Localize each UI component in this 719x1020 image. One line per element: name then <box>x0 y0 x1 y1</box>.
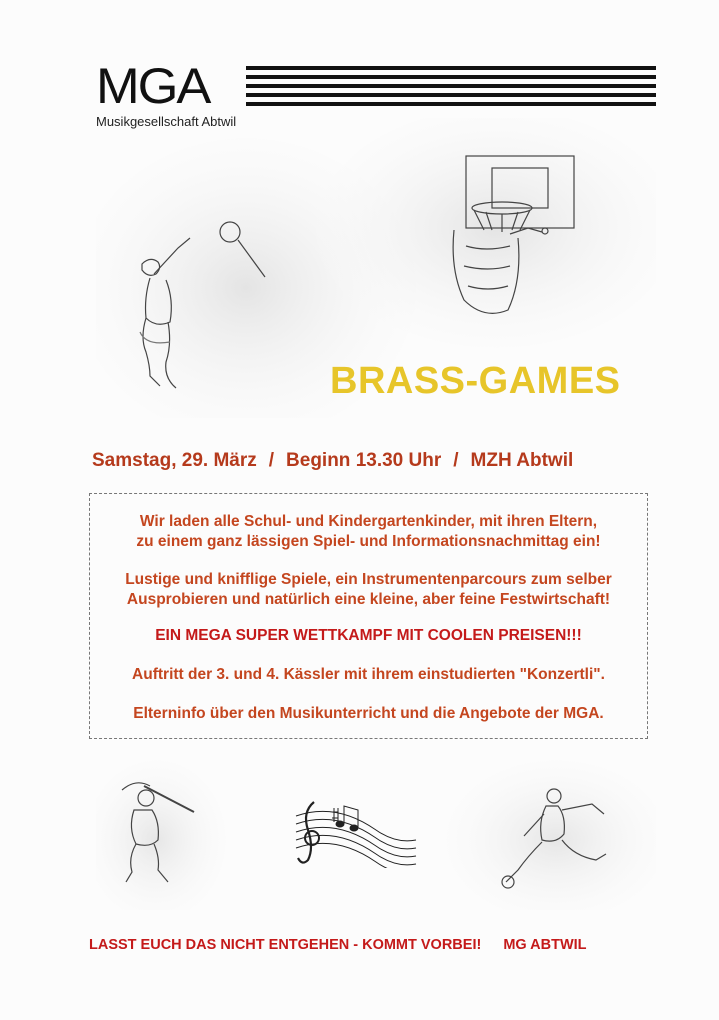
info-line: Wir laden alle Schul- und Kindergartenkinder, mit ihren Eltern, <box>139 513 598 530</box>
event-dateline <box>92 450 652 472</box>
separator: / <box>453 450 459 471</box>
info-paragraph-invitation <box>90 512 647 552</box>
music-notes-sketch <box>292 798 422 868</box>
event-location: MZH Abtwil <box>470 450 574 471</box>
soccer-player-sketch <box>496 784 616 892</box>
info-line: zu einem ganz lässigen Spiel- und Informationsnachmittag ein! <box>136 533 601 550</box>
hoop-tuba-sketch <box>440 150 600 325</box>
info-box <box>89 493 648 739</box>
event-start: Beginn 13.30 Uhr <box>286 450 442 471</box>
info-line: EIN MEGA SUPER WETTKAMPF MIT COOLEN PREISEN!!! <box>155 627 582 644</box>
basketball-player-sketch <box>120 212 280 402</box>
info-paragraph-performance <box>90 665 647 685</box>
separator: / <box>268 450 275 471</box>
logo-subtitle: Musikgesellschaft Abtwil <box>96 114 237 129</box>
event-date: Samstag, 29. März <box>92 450 257 471</box>
info-paragraph-parent-info <box>90 704 647 724</box>
info-line: Auftritt der 3. und 4. Kässler mit ihrem einstudierten "Konzertli". <box>132 666 605 683</box>
footer-right-text: MG ABTWIL <box>503 937 587 953</box>
baseball-batter-sketch <box>112 776 202 891</box>
info-line: Ausprobieren und natürlich eine kleine, aber feine Festwirtschaft! <box>126 591 611 608</box>
event-title: BRASS-GAMES <box>330 360 621 402</box>
info-paragraph-games <box>90 570 647 610</box>
footer-left-text: LASST EUCH DAS NICHT ENTGEHEN - KOMMT VORBEI! <box>89 937 482 953</box>
info-line: Elterninfo über den Musikunterricht und die Angebote der MGA. <box>133 705 604 722</box>
logo-stripes <box>246 66 656 106</box>
logo-mark: MGA <box>96 58 210 114</box>
info-paragraph-contest <box>90 626 647 646</box>
footer-callout <box>89 937 649 953</box>
info-line: Lustige und knifflige Spiele, ein Instrumentenparcours zum selber <box>125 571 612 588</box>
